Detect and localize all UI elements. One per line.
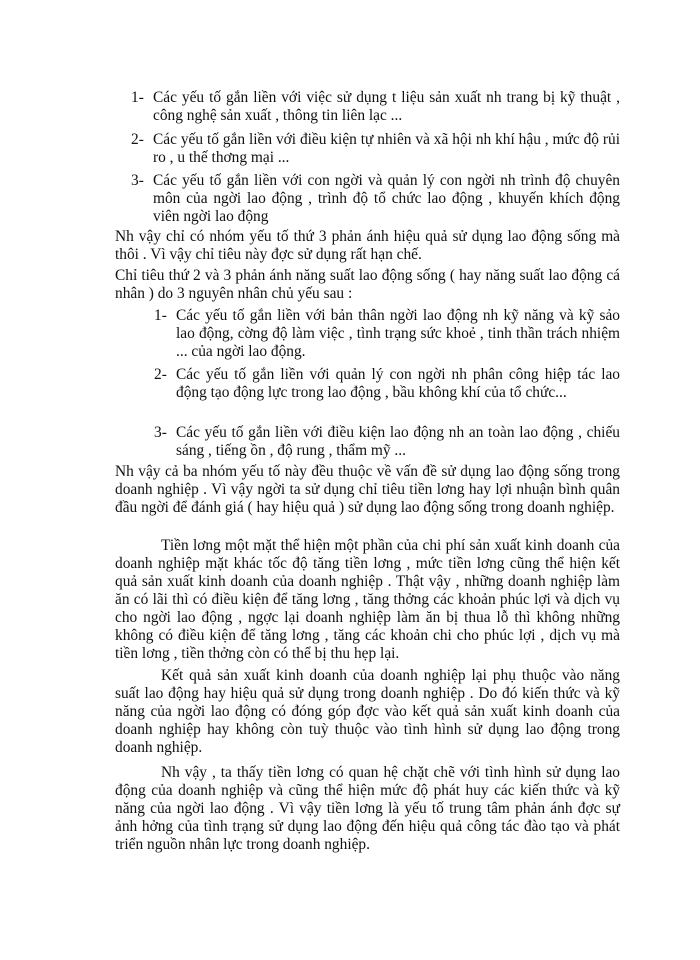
list2-item-3	[154, 424, 620, 460]
list1-item-2-number: 2-	[131, 131, 144, 148]
paragraph-4: Tiền lơng một mặt thể hiện một phần của chi phí sản xuất kinh doanh của doanh nghiệp mặt khác tốc độ tăng tiền lơng , mức tiền lơng cũng thể hiện kết quả sản xuất kinh doanh của doanh nghiệp . Thật vậy , những doanh nghiệp làm ăn có lãi thì có điều kiện để tăng lơng , tăng thởng các khoản phúc lợi và dịch vụ cho ngời lao động , ngợc lại doanh nghiệp làm ăn bị thua lỗ thì không những không có điều kiện để tăng lơng , tăng các khoản chi cho phúc lợi , dịch vụ mà tiền lơng , tiền thởng còn có thể bị thu hẹp lại.	[115, 537, 620, 662]
list1-item-1-number: 1-	[131, 89, 144, 106]
list1-item-1	[131, 89, 620, 125]
list2-item-1-number: 1-	[154, 307, 167, 324]
list1-item-1-text: Các yếu tố gắn liền với việc sử dụng t liệu sản xuất nh trang bị kỹ thuật , công nghệ sản xuất , thông tin liên lạc ...	[153, 89, 620, 124]
list2-item-3-number: 3-	[154, 424, 167, 441]
list2-item-3-text: Các yếu tố gắn liền với điều kiện lao động nh an toàn lao động , chiếu sáng , tiếng ồn , độ rung , thẩm mỹ ...	[176, 424, 620, 459]
list1-item-3-number: 3-	[131, 172, 144, 189]
list2-item-1-text: Các yếu tố gắn liền với bản thân ngời lao động nh kỹ năng và kỹ sảo lao động, cờng độ làm việc , tình trạng sức khoẻ , tinh thần trách nhiệm ... của ngời lao động.	[176, 307, 620, 360]
paragraph-3: Nh vậy cả ba nhóm yếu tố này đều thuộc về vấn đề sử dụng lao động sống trong doanh nghiệp . Vì vậy ngời ta sử dụng chỉ tiêu tiền lơng hay lợi nhuận bình quân đầu ngời để đánh giá ( hay hiệu quả ) sử dụng lao động sống trong doanh nghiệp.	[115, 463, 620, 516]
list2-item-2-text: Các yếu tố gắn liền với quản lý con ngời nh phân công hiệp tác lao động tạo động lực trong lao động , bầu không khí của tổ chức...	[176, 366, 620, 401]
list2-item-2-number: 2-	[154, 366, 167, 383]
list1-item-3-text: Các yếu tố gắn liền với con ngời và quản lý con ngời nh trình độ chuyên môn của ngời lao động , trình độ tổ chức lao động , khuyến khích động viên ngời lao động	[153, 172, 620, 225]
paragraph-2: Chỉ tiêu thứ 2 và 3 phản ánh năng suất lao động sống ( hay năng suất lao động cá nhân ) do 3 nguyên nhân chủ yếu sau :	[115, 267, 620, 302]
list1-item-2-text: Các yếu tố gắn liền với điều kiện tự nhiên và xã hội nh khí hậu , mức độ rủi ro , u thế thơng mại ...	[153, 131, 620, 166]
list1-item-2	[131, 131, 620, 167]
list2-item-1	[154, 307, 620, 361]
list2-item-2	[154, 366, 620, 402]
paragraph-1: Nh vậy chỉ có nhóm yếu tố thứ 3 phản ánh hiệu quả sử dụng lao động sống mà thôi . Vì vậy chỉ tiêu này đợc sử dụng rất hạn chế.	[115, 228, 620, 263]
paragraph-6: Nh vậy , ta thấy tiền lơng có quan hệ chặt chẽ với tình hình sử dụng lao động của doanh nghiệp và cũng thể hiện mức độ phát huy các kiến thức và kỹ năng của ngời lao động . Vì vậy tiền lơng là yếu tố trung tâm phản ánh đợc sự ảnh hởng của tình trạng sử dụng lao động đến hiệu quả công tác đào tạo và phát triển nguồn nhân lực trong doanh nghiệp.	[115, 764, 620, 853]
list1-item-3	[131, 172, 620, 226]
paragraph-5: Kết quả sản xuất kinh doanh của doanh nghiệp lại phụ thuộc vào năng suất lao động hay hiệu quả sử dụng trong doanh nghiệp . Do đó kiến thức và kỹ năng của ngời lao động có đóng góp đợc vào kết quả sản xuất kinh doanh của doanh nghiệp hay không còn tuỳ thuộc vào tình hình sử dụng lao động trong doanh nghiệp.	[115, 667, 620, 756]
